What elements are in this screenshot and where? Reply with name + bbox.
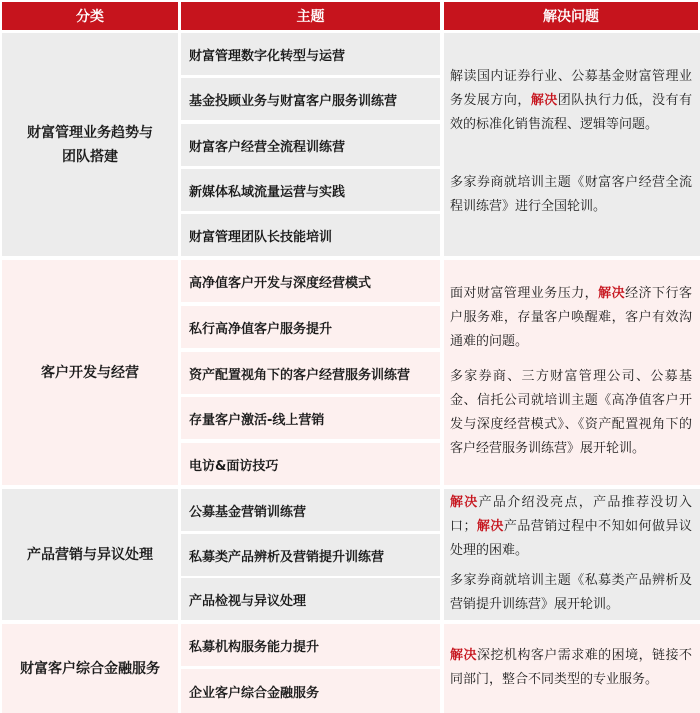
text: 深挖机构客户需求难的困境，链接不同部门，整合不同类型的专业服务。 (450, 648, 692, 687)
topic-cell: 公募基金营销训练营 (181, 489, 440, 531)
highlight-text: 解决 (530, 93, 558, 108)
solution-cell (444, 260, 700, 485)
text: 团队执行力低，没有有效的标准化销售流程、逻辑等问题。 (450, 93, 692, 132)
topic-cell: 存量客户激活-线上营销 (181, 397, 440, 439)
category-product-marketing (2, 489, 178, 620)
category-line: 财富客户综合金融服务 (20, 660, 160, 677)
category-client-dev (2, 260, 178, 485)
highlight-text: 解决 (476, 519, 504, 534)
solution-paragraph: 多家券商、三方财富管理公司、公募基金、信托公司就培训主题《高净值客户开发与深度经营模式》、《资产配置视角下的客户经营服务训练营》展开轮训。 (450, 369, 692, 456)
topic-cell: 私募机构服务能力提升 (181, 624, 440, 666)
highlight-text: 解决 (598, 286, 626, 301)
topic-cell: 财富客户经营全流程训练营 (181, 124, 440, 166)
solution-paragraph (444, 282, 700, 354)
topic-cell: 私募类产品辨析及营销提升训练营 (181, 534, 440, 576)
topic-cell: 财富管理团队长技能培训 (181, 214, 440, 256)
text: 面对财富管理业务压力， (450, 286, 599, 301)
topic-cell: 资产配置视角下的客户经营服务训练营 (181, 352, 440, 394)
solution-paragraph: 多家券商就培训主题《私募类产品辨析及营销提升训练营》展开轮训。 (450, 573, 692, 612)
solution-paragraph: 多家券商就培训主题《财富客户经营全流程训练营》进行全国轮训。 (450, 175, 692, 214)
highlight-text: 解决 (450, 495, 479, 510)
solution-paragraph (444, 65, 700, 137)
text: 解读国内证券行业、公募基金财富管理业务发展方向， (450, 69, 692, 108)
topic-cell: 电访&面访技巧 (181, 443, 440, 485)
header-category: 分类 (2, 2, 178, 30)
topic-cell: 财富管理数字化转型与运营 (181, 33, 440, 75)
highlight-text: 解决 (450, 648, 477, 663)
category-line: 财富管理业务趋势与 (27, 124, 153, 141)
topic-cell: 基金投顾业务与财富客户服务训练营 (181, 78, 440, 120)
header-topic: 主题 (181, 2, 440, 30)
text: 产品营销过程中不知如何做异议处理的困难。 (450, 519, 692, 558)
solution-cell (444, 624, 700, 713)
topic-cell: 新媒体私域流量运营与实践 (181, 169, 440, 211)
category-integrated-finance (2, 624, 178, 713)
category-line: 客户开发与经营 (41, 364, 139, 381)
solution-cell (444, 489, 700, 620)
text: 产品介绍没亮点，产品推荐没切入口； (450, 495, 692, 534)
topic-cell: 高净值客户开发与深度经营模式 (181, 260, 440, 302)
topic-cell: 企业客户综合金融服务 (181, 669, 440, 713)
category-line: 产品营销与异议处理 (27, 546, 153, 563)
category-line: 团队搭建 (62, 148, 118, 165)
header-solution: 解决问题 (444, 2, 698, 30)
topic-cell: 私行高净值客户服务提升 (181, 306, 440, 348)
category-wealth-trend (2, 33, 178, 256)
solution-cell (444, 33, 700, 256)
solution-paragraph (444, 491, 700, 563)
text: 经济下行客户服务难，存量客户唤醒难，客户有效沟通难的问题。 (450, 286, 692, 349)
solution-paragraph (444, 644, 700, 692)
topic-cell: 产品检视与异议处理 (181, 578, 440, 620)
